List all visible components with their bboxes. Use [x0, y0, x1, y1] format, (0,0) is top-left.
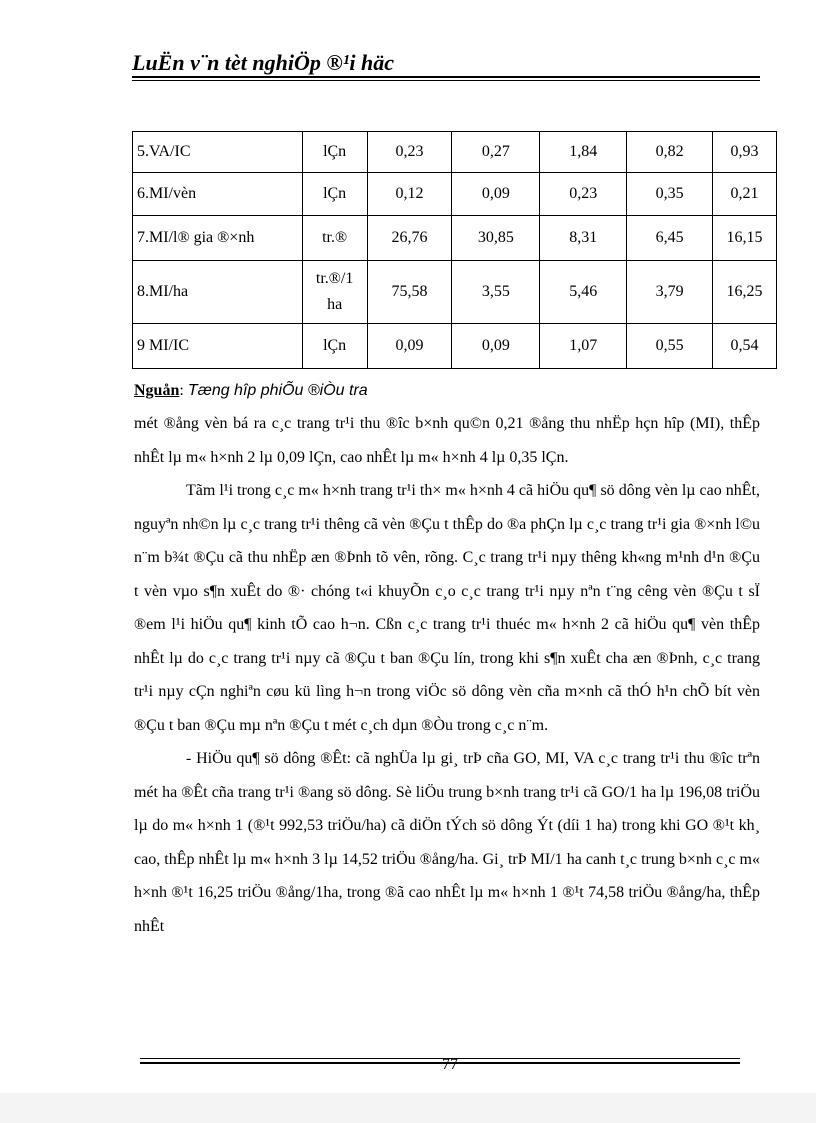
- table-cell: 3,55: [452, 261, 540, 324]
- table-cell: 0,54: [713, 324, 777, 369]
- row-unit: lÇn: [302, 132, 367, 173]
- header-rule-thin: [132, 80, 760, 81]
- table-cell: 1,07: [540, 324, 627, 369]
- table-cell: 0,93: [713, 132, 777, 173]
- page-bottom-band: [0, 1093, 816, 1123]
- row-unit: lÇn: [302, 173, 367, 216]
- body-text: [134, 407, 760, 943]
- paragraph: Tãm l¹i trong c¸c m« h×nh trang tr¹i th× m« h×nh 4 cã hiÖu qu¶ sö dông vèn lµ cao nhÊt, nguyªn nh©n lµ c¸c trang tr¹i thêng cã vèn ®Çu t thÊp do ®a phÇn lµ c¸c trang tr¹i gia ®×nh l©u n¨m b¾t ®Çu cã thu nhËp æn ®Þnh tõ vên, rõng. C¸c trang tr¹i nµy thêng kh«ng m¹nh d¹n ®Çu t vèn vµo s¶n xuÊt do ®· chóng t«i khuyÕn c¸o c¸c trang tr¹i nµy nªn t¨ng cêng vèn ®Çu t sÏ ®em l¹i hiÖu qu¶ kinh tÕ cao h¬n. Cßn c¸c trang tr¹i thuéc m« h×nh 2 cã hiÖu qu¶ vèn thÊp nhÊt lµ do c¸c trang tr¹i nµy cã ®Çu t ban ®Çu lín, trong khi s¶n xuÊt cha æn ®Þnh, c¸c trang tr¹i nµy cÇn nghiªn cøu kü lìng h¬n trong viÖc sö dông vèn cña m×nh cã thÓ h¹n chÕ bít vèn ®Çu t ban ®Çu mµ nªn ®Çu t mét c¸ch dµn ®Òu trong c¸c n¨m.: [134, 482, 760, 734]
- indicator-table: [132, 131, 777, 369]
- table-cell: 0,21: [713, 173, 777, 216]
- header-rule: [132, 76, 760, 78]
- table-cell: 16,25: [713, 261, 777, 324]
- table-cell: 0,23: [367, 132, 452, 173]
- row-unit: [302, 261, 367, 324]
- table-cell: 75,58: [367, 261, 452, 324]
- source-label: Nguån: [134, 382, 180, 399]
- paragraph: mét ®ång vèn bá ra c¸c trang tr¹i thu ®îc b×nh qu©n 0,21 ®ång thu nhËp hçn hîp (MI), thÊp nhÊt lµ m« h×nh 2 lµ 0,09 lÇn, cao nhÊt lµ m« h×nh 4 lµ 0,35 lÇn.: [134, 415, 760, 466]
- table-row: [133, 173, 777, 216]
- row-unit-line1: tr.®/1: [315, 270, 354, 287]
- table-cell: 16,15: [713, 216, 777, 261]
- row-label: 5.VA/IC: [133, 132, 303, 173]
- paragraph: - HiÖu qu¶ sö dông ®Êt: cã nghÜa lµ gi¸ trÞ cña GO, MI, VA c¸c trang tr¹i thu ®îc trªn mét ha ®Êt cña trang tr¹i ®ang sö dông. Sè liÖu trung b×nh trang tr¹i cã GO/1 ha lµ 196,08 triÖu lµ do m« h×nh 1 (®¹t 992,53 triÖu/ha) cã diÖn tÝch sö dông Ýt (díi 1 ha) trong khi GO ®¹t kh¸ cao, thÊp nhÊt lµ m« h×nh 3 lµ 14,52 triÖu ®ång/ha. Gi¸ trÞ MI/1 ha canh t¸c trung b×nh c¸c m« h×nh ®¹t 16,25 triÖu ®ång/1ha, trong ®ã cao nhÊt lµ m« h×nh 1 ®¹t 74,58 triÖu ®ång/ha, thÊp nhÊt: [134, 750, 760, 935]
- source-colon: :: [179, 382, 184, 399]
- row-label: 9 MI/IC: [133, 324, 303, 369]
- row-label: 7.MI/l® gia ®×nh: [133, 216, 303, 261]
- table-cell: 1,84: [540, 132, 627, 173]
- table-cell: 8,31: [540, 216, 627, 261]
- table-source-note: [134, 382, 368, 400]
- row-label: 8.MI/ha: [133, 261, 303, 324]
- table-cell: 30,85: [452, 216, 540, 261]
- table-cell: 5,46: [540, 261, 627, 324]
- table-cell: 26,76: [367, 216, 452, 261]
- table-cell: 0,23: [540, 173, 627, 216]
- table-cell: 0,09: [452, 173, 540, 216]
- table-cell: 0,09: [452, 324, 540, 369]
- table-cell: 0,55: [627, 324, 713, 369]
- row-unit: lÇn: [302, 324, 367, 369]
- table-cell: 0,09: [367, 324, 452, 369]
- table-cell: 3,79: [627, 261, 713, 324]
- table-row: [133, 324, 777, 369]
- table-row: [133, 261, 777, 324]
- table-row: [133, 132, 777, 173]
- table-cell: 0,27: [452, 132, 540, 173]
- row-unit: tr.®: [302, 216, 367, 261]
- table-cell: 0,35: [627, 173, 713, 216]
- row-label: 6.MI/vèn: [133, 173, 303, 216]
- table-row: [133, 216, 777, 261]
- row-unit-line2: ha: [327, 296, 343, 313]
- page-number: 77: [442, 1056, 458, 1073]
- table-cell: 0,82: [627, 132, 713, 173]
- source-text: Tæng hîp phiÕu ®iÒu tra: [187, 382, 368, 399]
- table-cell: 0,12: [367, 173, 452, 216]
- table-cell: 6,45: [627, 216, 713, 261]
- running-header-title: LuËn v¨n tèt nghiÖp ®¹i häc: [132, 50, 395, 75]
